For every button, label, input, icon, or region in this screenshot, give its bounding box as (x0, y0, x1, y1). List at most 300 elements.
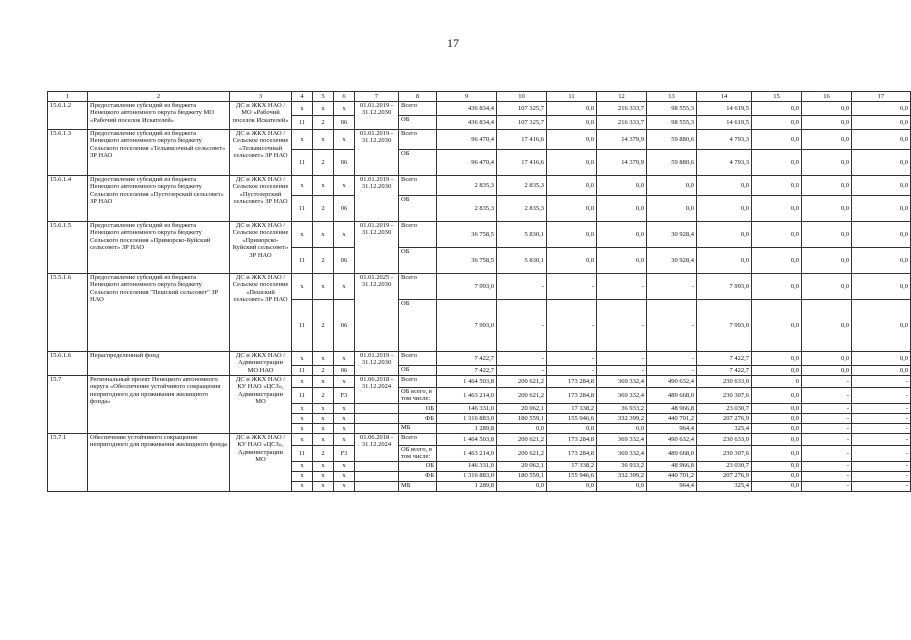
column-number: 4 (292, 92, 313, 102)
cell-c4: 11 (292, 150, 313, 176)
column-number: 8 (399, 92, 437, 102)
value-cell: 489 668,0 (647, 445, 697, 461)
value-cell: 0,0 (497, 481, 547, 491)
value-cell: 0,0 (852, 352, 911, 366)
value-cell: - (597, 274, 647, 300)
column-number: 17 (852, 92, 911, 102)
value-cell: 0,0 (852, 248, 911, 274)
funding-source: ОБ (399, 196, 437, 222)
row-executor: ДС и ЖКХ НАО / Сельское поселение «Приморско-Куйский сельсовет» ЗР НАО (230, 222, 292, 274)
value-cell: - (547, 274, 597, 300)
value-cell: 96 470,4 (437, 150, 497, 176)
value-cell: 216 333,7 (597, 102, 647, 116)
row-name: Предоставление субсидий из бюджета Ненецкого автономного округа бюджету МО «Рабочий поселок Искателей» (88, 102, 230, 130)
cell-c4: 11 (292, 388, 313, 404)
funding-source: Всего (399, 433, 437, 445)
funding-source: ОБ (399, 116, 437, 130)
cell-c4: x (292, 481, 313, 491)
cell-c5: x (313, 222, 334, 248)
value-cell: 14 619,5 (697, 116, 752, 130)
value-cell: - (852, 388, 911, 404)
cell-c4: 11 (292, 116, 313, 130)
value-cell: 0,0 (547, 423, 597, 433)
value-cell: 0,0 (802, 274, 852, 300)
column-number: 13 (647, 92, 697, 102)
value-cell: 0,0 (752, 116, 802, 130)
value-cell: - (802, 461, 852, 471)
empty-period-cell (355, 403, 399, 413)
value-cell: 440 701,2 (647, 413, 697, 423)
value-cell: 0,0 (852, 176, 911, 196)
row-name: Нераспределенный фонд (88, 352, 230, 376)
funding-source: Всего (399, 102, 437, 116)
empty-period-cell (355, 471, 399, 481)
value-cell: 332 399,2 (597, 413, 647, 423)
cell-c5: 2 (313, 116, 334, 130)
row-name: Предоставление субсидий из бюджета Ненецкого автономного округа бюджету Сельского поселения "Пешский сельсовет" ЗР НАО (88, 274, 230, 352)
value-cell: 0,0 (802, 222, 852, 248)
cell-c5: x (313, 481, 334, 491)
funding-source: ОБ (399, 403, 437, 413)
value-cell: 1 464 503,8 (437, 376, 497, 388)
value-cell: 7 993,0 (697, 274, 752, 300)
value-cell: 7 422,7 (437, 366, 497, 376)
cell-c5: x (313, 471, 334, 481)
value-cell: 207 276,9 (697, 471, 752, 481)
value-cell: 0,0 (752, 423, 802, 433)
value-cell: - (802, 445, 852, 461)
value-cell: 0,0 (752, 196, 802, 222)
table-row (48, 433, 911, 445)
value-cell: 216 333,7 (597, 116, 647, 130)
cell-c4: 11 (292, 248, 313, 274)
value-cell: - (852, 445, 911, 461)
funding-source: Всего (399, 274, 437, 300)
value-cell: 1 463 214,0 (437, 445, 497, 461)
value-cell: 7 422,7 (697, 366, 752, 376)
value-cell: 200 621,2 (497, 433, 547, 445)
value-cell: - (497, 300, 547, 352)
cell-c5: x (313, 352, 334, 366)
value-cell: 0 (752, 376, 802, 388)
value-cell: 155 946,6 (547, 471, 597, 481)
value-cell: 0,0 (547, 130, 597, 150)
cell-c5: 2 (313, 366, 334, 376)
row-period: 01.01.2019 - 31.12.2030 (355, 102, 399, 130)
value-cell: 30 928,4 (647, 222, 697, 248)
column-number: 12 (597, 92, 647, 102)
value-cell: 48 966,8 (647, 461, 697, 471)
value-cell: 0,0 (597, 222, 647, 248)
column-number-row (48, 92, 911, 102)
cell-c5: x (313, 413, 334, 423)
value-cell: 0,0 (647, 196, 697, 222)
value-cell: 7 993,0 (437, 300, 497, 352)
value-cell: 325,4 (697, 481, 752, 491)
value-cell: - (802, 388, 852, 404)
value-cell: - (647, 352, 697, 366)
row-executor: ДС и ЖКХ НАО / Сельское поселение «Пешский сельсовет» ЗР НАО (230, 274, 292, 352)
value-cell: 0,0 (752, 413, 802, 423)
value-cell: 200 621,2 (497, 376, 547, 388)
value-cell: 0,0 (752, 176, 802, 196)
cell-c5: 2 (313, 300, 334, 352)
row-executor: ДС и ЖКХ НАО / МО «Рабочий поселок Искателей» (230, 102, 292, 130)
value-cell: 0,0 (752, 403, 802, 413)
value-cell: 2 835,3 (437, 176, 497, 196)
row-code: 15.7 (48, 376, 88, 434)
value-cell: 0,0 (597, 248, 647, 274)
cell-c4: x (292, 102, 313, 116)
empty-period-cell (355, 413, 399, 423)
empty-period-cell (355, 461, 399, 471)
value-cell: 0,0 (852, 274, 911, 300)
row-code: 15.6.1.3 (48, 130, 88, 176)
value-cell: 0,0 (752, 445, 802, 461)
value-cell: 0,0 (752, 130, 802, 150)
value-cell: 180 559,1 (497, 471, 547, 481)
value-cell: 7 993,0 (437, 274, 497, 300)
column-number: 16 (802, 92, 852, 102)
value-cell: - (547, 366, 597, 376)
funding-source: ОБ (399, 300, 437, 352)
cell-c5: x (313, 403, 334, 413)
cell-c4: x (292, 176, 313, 196)
table-row (48, 274, 911, 300)
value-cell: 17 416,6 (497, 150, 547, 176)
value-cell: 0,0 (802, 196, 852, 222)
cell-c4: 11 (292, 196, 313, 222)
table-row (48, 102, 911, 116)
value-cell: 0,0 (697, 248, 752, 274)
value-cell: 0,0 (547, 150, 597, 176)
cell-c4: x (292, 471, 313, 481)
value-cell: 0,0 (852, 102, 911, 116)
cell-c5: 2 (313, 196, 334, 222)
value-cell: 0,0 (752, 366, 802, 376)
value-cell: 173 284,8 (547, 433, 597, 445)
value-cell: 4 793,3 (697, 150, 752, 176)
value-cell: 2 835,3 (437, 196, 497, 222)
value-cell: 173 284,8 (547, 445, 597, 461)
cell-c6: x (334, 352, 355, 366)
value-cell: 59 880,6 (647, 150, 697, 176)
row-period: 01.01.2019 - 31.12.2030 (355, 222, 399, 274)
value-cell: 173 284,8 (547, 388, 597, 404)
cell-c4: x (292, 433, 313, 445)
value-cell: 0,0 (597, 176, 647, 196)
value-cell: 96 470,4 (437, 130, 497, 150)
funding-source: МБ (399, 481, 437, 491)
row-executor: ДС и ЖКХ НАО / КУ НАО «ЦСЗ», Администрации МО (230, 433, 292, 491)
cell-c5: 2 (313, 445, 334, 461)
value-cell: 2 835,3 (497, 176, 547, 196)
value-cell: - (852, 376, 911, 388)
cell-c4: x (292, 376, 313, 388)
value-cell: - (647, 366, 697, 376)
funding-source: Всего (399, 352, 437, 366)
value-cell: 36 933,2 (597, 461, 647, 471)
cell-c5: x (313, 461, 334, 471)
value-cell: 0,0 (547, 176, 597, 196)
column-number: 3 (230, 92, 292, 102)
cell-c6: F3 (334, 388, 355, 404)
row-code: 15.6.1.5 (48, 222, 88, 274)
value-cell: 369 332,4 (597, 433, 647, 445)
funding-source: Всего (399, 376, 437, 388)
row-code: 15.5.1.6 (48, 274, 88, 352)
cell-c6: 06 (334, 150, 355, 176)
row-executor: ДС и ЖКХ НАО / Сельское поселение «Тельвисочный сельсовет» ЗР НАО (230, 130, 292, 176)
value-cell: 230 307,6 (697, 445, 752, 461)
value-cell: - (852, 413, 911, 423)
cell-c4: x (292, 413, 313, 423)
page-number: 17 (447, 36, 459, 50)
cell-c5: x (313, 176, 334, 196)
value-cell: 369 332,4 (597, 388, 647, 404)
value-cell: 230 633,0 (697, 433, 752, 445)
funding-source: ОБ (399, 461, 437, 471)
value-cell: 369 332,4 (597, 445, 647, 461)
cell-c6: x (334, 274, 355, 300)
value-cell: - (802, 376, 852, 388)
row-period: 01.01.2025 - 31.12.2030 (355, 274, 399, 352)
value-cell: 1 463 214,0 (437, 388, 497, 404)
cell-c4: x (292, 423, 313, 433)
value-cell: 0,0 (802, 248, 852, 274)
cell-c5: x (313, 274, 334, 300)
value-cell: 5 830,1 (497, 248, 547, 274)
value-cell: 0,0 (752, 388, 802, 404)
value-cell: - (597, 300, 647, 352)
value-cell: 0,0 (597, 196, 647, 222)
cell-c6: x (334, 376, 355, 388)
funding-source: МБ (399, 423, 437, 433)
value-cell: - (647, 274, 697, 300)
empty-period-cell (355, 481, 399, 491)
value-cell: 0,0 (802, 102, 852, 116)
value-cell: 436 834,4 (437, 116, 497, 130)
value-cell: - (852, 471, 911, 481)
value-cell: 0,0 (852, 130, 911, 150)
empty-period-cell (355, 423, 399, 433)
value-cell: - (547, 352, 597, 366)
cell-c6: 06 (334, 300, 355, 352)
value-cell: - (597, 366, 647, 376)
column-number: 10 (497, 92, 547, 102)
value-cell: 7 422,7 (697, 352, 752, 366)
value-cell: 964,4 (647, 481, 697, 491)
funding-source: Всего (399, 176, 437, 196)
value-cell: 98 555,3 (647, 102, 697, 116)
value-cell: - (802, 481, 852, 491)
value-cell: 0,0 (752, 222, 802, 248)
value-cell: - (802, 413, 852, 423)
row-name: Обеспечение устойчивого сокращения непригодного для проживания жилищного фонда (88, 433, 230, 491)
value-cell: 23 030,7 (697, 461, 752, 471)
row-code: 15.6.1.2 (48, 102, 88, 130)
cell-c5: x (313, 130, 334, 150)
value-cell: 0,0 (547, 481, 597, 491)
cell-c4: 11 (292, 366, 313, 376)
row-code: 15.6.1.4 (48, 176, 88, 222)
cell-c6: 06 (334, 366, 355, 376)
value-cell: - (852, 423, 911, 433)
value-cell: 964,4 (647, 423, 697, 433)
value-cell: 0,0 (802, 366, 852, 376)
value-cell: 0,0 (802, 130, 852, 150)
value-cell: 230 307,6 (697, 388, 752, 404)
funding-source: ОБ (399, 366, 437, 376)
cell-c4: x (292, 403, 313, 413)
value-cell: 4 793,3 (697, 130, 752, 150)
value-cell: 0,0 (547, 196, 597, 222)
row-name: Региональный проект Ненецкого автономного округа «Обеспечение устойчивого сокращения непригодного для проживания жилищного фонда» (88, 376, 230, 434)
cell-c5: 2 (313, 150, 334, 176)
value-cell: 0,0 (852, 150, 911, 176)
cell-c6: x (334, 433, 355, 445)
value-cell: 7 422,7 (437, 352, 497, 366)
funding-source: ОБ всего, в том числе: (399, 445, 437, 461)
column-number: 15 (752, 92, 802, 102)
cell-c6: 06 (334, 248, 355, 274)
cell-c6: x (334, 403, 355, 413)
value-cell: 0,0 (852, 196, 911, 222)
row-code: 15.7.1 (48, 433, 88, 491)
value-cell: 17 338,2 (547, 403, 597, 413)
cell-c5: x (313, 433, 334, 445)
value-cell: 332 399,2 (597, 471, 647, 481)
value-cell: - (802, 403, 852, 413)
row-executor: ДС и ЖКХ НАО / Сельское поселение «Пустозерский сельсовет» ЗР НАО (230, 176, 292, 222)
value-cell: - (852, 461, 911, 471)
funding-source: ФБ (399, 413, 437, 423)
value-cell: 0,0 (547, 102, 597, 116)
value-cell: 0,0 (752, 471, 802, 481)
value-cell: - (852, 481, 911, 491)
column-number: 5 (313, 92, 334, 102)
value-cell: 0,0 (802, 116, 852, 130)
cell-c6: x (334, 222, 355, 248)
value-cell: 1 316 883,0 (437, 471, 497, 481)
cell-c5: 2 (313, 388, 334, 404)
value-cell: 0,0 (752, 461, 802, 471)
cell-c6: x (334, 102, 355, 116)
program-budget-table (47, 91, 911, 492)
value-cell: 0,0 (547, 116, 597, 130)
table-row (48, 352, 911, 366)
value-cell: 0,0 (802, 150, 852, 176)
value-cell: 0,0 (752, 274, 802, 300)
value-cell: 146 331,0 (437, 403, 497, 413)
cell-c4: x (292, 352, 313, 366)
value-cell: 36 758,5 (437, 222, 497, 248)
cell-c4: x (292, 274, 313, 300)
value-cell: 0,0 (852, 300, 911, 352)
value-cell: 36 758,5 (437, 248, 497, 274)
row-period: 01.01.2019 - 31.12.2030 (355, 176, 399, 222)
value-cell: 0,0 (802, 352, 852, 366)
value-cell: 1 289,8 (437, 423, 497, 433)
cell-c6: x (334, 471, 355, 481)
funding-source: ОБ (399, 248, 437, 274)
column-number: 6 (334, 92, 355, 102)
value-cell: 0,0 (697, 196, 752, 222)
value-cell: 436 834,4 (437, 102, 497, 116)
value-cell: 1 289,8 (437, 481, 497, 491)
value-cell: 0,0 (852, 222, 911, 248)
value-cell: - (497, 274, 547, 300)
row-executor: ДС и ЖКХ НАО / КУ НАО «ЦСЗ», Администрации МО (230, 376, 292, 434)
cell-c4: x (292, 222, 313, 248)
value-cell: 23 030,7 (697, 403, 752, 413)
value-cell: 14 379,9 (597, 130, 647, 150)
value-cell: 0,0 (852, 366, 911, 376)
cell-c4: 11 (292, 445, 313, 461)
cell-c4: 11 (292, 300, 313, 352)
value-cell: 180 559,1 (497, 413, 547, 423)
value-cell: 0,0 (802, 176, 852, 196)
cell-c6: x (334, 481, 355, 491)
value-cell: - (802, 423, 852, 433)
value-cell: - (852, 433, 911, 445)
value-cell: 230 633,0 (697, 376, 752, 388)
value-cell: 489 668,0 (647, 388, 697, 404)
value-cell: 107 325,7 (497, 116, 547, 130)
value-cell: 5 830,1 (497, 222, 547, 248)
value-cell: 14 619,5 (697, 102, 752, 116)
row-period: 01.06.2018 - 31.12.2024 (355, 433, 399, 461)
value-cell: 440 701,2 (647, 471, 697, 481)
value-cell: 7 993,0 (697, 300, 752, 352)
value-cell: 207 276,9 (697, 413, 752, 423)
column-number: 1 (48, 92, 88, 102)
value-cell: 0,0 (497, 423, 547, 433)
value-cell: 0,0 (752, 150, 802, 176)
value-cell: 0,0 (697, 222, 752, 248)
value-cell: 200 621,2 (497, 388, 547, 404)
cell-c6: F3 (334, 445, 355, 461)
value-cell: 173 284,8 (547, 376, 597, 388)
value-cell: 48 966,8 (647, 403, 697, 413)
cell-c4: x (292, 130, 313, 150)
value-cell: 369 332,4 (597, 376, 647, 388)
value-cell: 490 632,4 (647, 433, 697, 445)
value-cell: - (547, 300, 597, 352)
row-period: 01.01.2019 - 31.12.2030 (355, 130, 399, 176)
column-number: 7 (355, 92, 399, 102)
cell-c6: x (334, 176, 355, 196)
value-cell: 14 379,9 (597, 150, 647, 176)
value-cell: 0,0 (752, 248, 802, 274)
value-cell: - (497, 352, 547, 366)
funding-source: ФБ (399, 471, 437, 481)
row-name: Предоставление субсидий из бюджета Ненецкого автономного округа бюджету Сельского поселения «Приморско-Куйский сельсовет» ЗР НАО (88, 222, 230, 274)
value-cell: 0,0 (752, 300, 802, 352)
funding-source: Всего (399, 130, 437, 150)
value-cell: 30 928,4 (647, 248, 697, 274)
value-cell: 20 062,1 (497, 403, 547, 413)
row-name: Предоставление субсидий из бюджета Ненецкого автономного округа бюджету Сельского поселения «Тельвисочный сельсовет» ЗР НАО (88, 130, 230, 176)
cell-c5: x (313, 376, 334, 388)
column-number: 2 (88, 92, 230, 102)
value-cell: 2 835,3 (497, 196, 547, 222)
value-cell: 0,0 (752, 102, 802, 116)
row-period: 01.01.2019 - 31.12.2030 (355, 352, 399, 376)
column-number: 9 (437, 92, 497, 102)
value-cell: - (802, 433, 852, 445)
cell-c4: x (292, 461, 313, 471)
